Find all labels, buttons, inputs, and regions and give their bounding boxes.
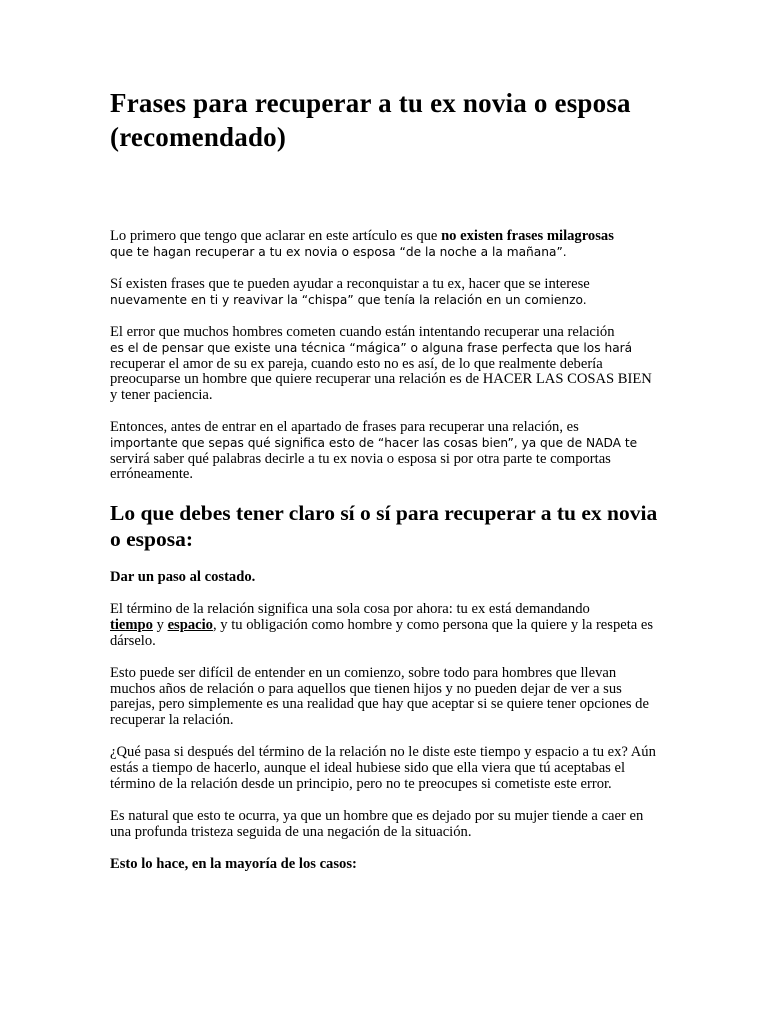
paragraph-5-line-1: El término de la relación significa una sola cosa por ahora: tu ex está demandando xyxy=(110,601,590,618)
paragraph-5-joiner: y xyxy=(152,616,168,633)
paragraph-2-line-1: Sí existen frases que te pueden ayudar a reconquistar a tu ex, hacer que se interese xyxy=(110,276,590,293)
paragraph-5-rest: , y tu obligación como hombre y como persona que la quiere y la respeta es dárselo. xyxy=(110,616,654,649)
paragraph-4-line-2: importante que sepas qué significa esto de “hacer las cosas bien”, ya que de NADA te xyxy=(110,435,638,450)
section-heading: Lo que debes tener claro sí o sí para recuperar a tu ex novia o esposa: xyxy=(110,500,658,551)
paragraph-4 xyxy=(110,420,662,482)
paragraph-6: Esto puede ser difícil de entender en un comienzo, sobre todo para hombres que llevan muchos años de relación o para aquellos que tienen hijos y no pueden dejar de ver a sus parejas, pero simplemente es una realidad que hay que aceptar si se quiere tener opciones de recuperar la relación. xyxy=(110,665,649,728)
subheading-2: Esto lo hace, en la mayoría de los casos: xyxy=(110,856,357,873)
paragraph-4-rest: servirá saber qué palabras decirle a tu ex novia o esposa si por otra parte te comportas erróneamente. xyxy=(110,450,611,483)
paragraph-7: ¿Qué pasa si después del término de la relación no le diste este tiempo y espacio a tu ex? Aún estás a tiempo de hacerlo, aunque el ideal hubiese sido que ella viera que tú aceptabas el término de la relación desde un principio, pero no te preocupes si cometiste este error. xyxy=(110,744,656,792)
paragraph-1 xyxy=(110,229,662,260)
paragraph-1-text: Lo primero que tengo que aclarar en este artículo es que xyxy=(110,228,442,244)
paragraph-1-emphasis: no existen frases milagrosas xyxy=(441,228,614,244)
paragraph-5 xyxy=(110,602,662,649)
paragraph-1-line-2: que te hagan recuperar a tu ex novia o esposa “de la noche a la mañana”. xyxy=(110,244,567,259)
paragraph-4-line-1: Entonces, antes de entrar en el apartado de frases para recuperar una relación, es xyxy=(110,419,579,436)
subheading-1: Dar un paso al costado. xyxy=(110,568,256,585)
paragraph-3-line-1: El error que muchos hombres cometen cuando están intentando recuperar una relación xyxy=(110,324,615,341)
keyword-tiempo: tiempo xyxy=(110,616,153,633)
paragraph-3-rest: recuperar el amor de su ex pareja, cuando esto no es así, de lo que realmente debería preocuparse un hombre que quiere recuperar una relación es de HACER LAS COSAS BIEN y tener paciencia. xyxy=(110,355,652,403)
document-page xyxy=(110,86,662,890)
paragraph-3 xyxy=(110,325,662,403)
paragraph-3-line-2: es el de pensar que existe una técnica “mágica” o alguna frase perfecta que los hará xyxy=(110,340,633,355)
paragraph-2 xyxy=(110,277,662,308)
paragraph-8: Es natural que esto te ocurra, ya que un hombre que es dejado por su mujer tiende a caer en una profunda tristeza seguida de una negación de la situación. xyxy=(110,808,644,840)
document-title: Frases para recuperar a tu ex novia o esposa (recomendado) xyxy=(110,88,631,152)
paragraph-2-line-2: nuevamente en ti y reavivar la “chispa” que tenía la relación en un comienzo. xyxy=(110,292,587,307)
keyword-espacio: espacio xyxy=(167,616,213,633)
